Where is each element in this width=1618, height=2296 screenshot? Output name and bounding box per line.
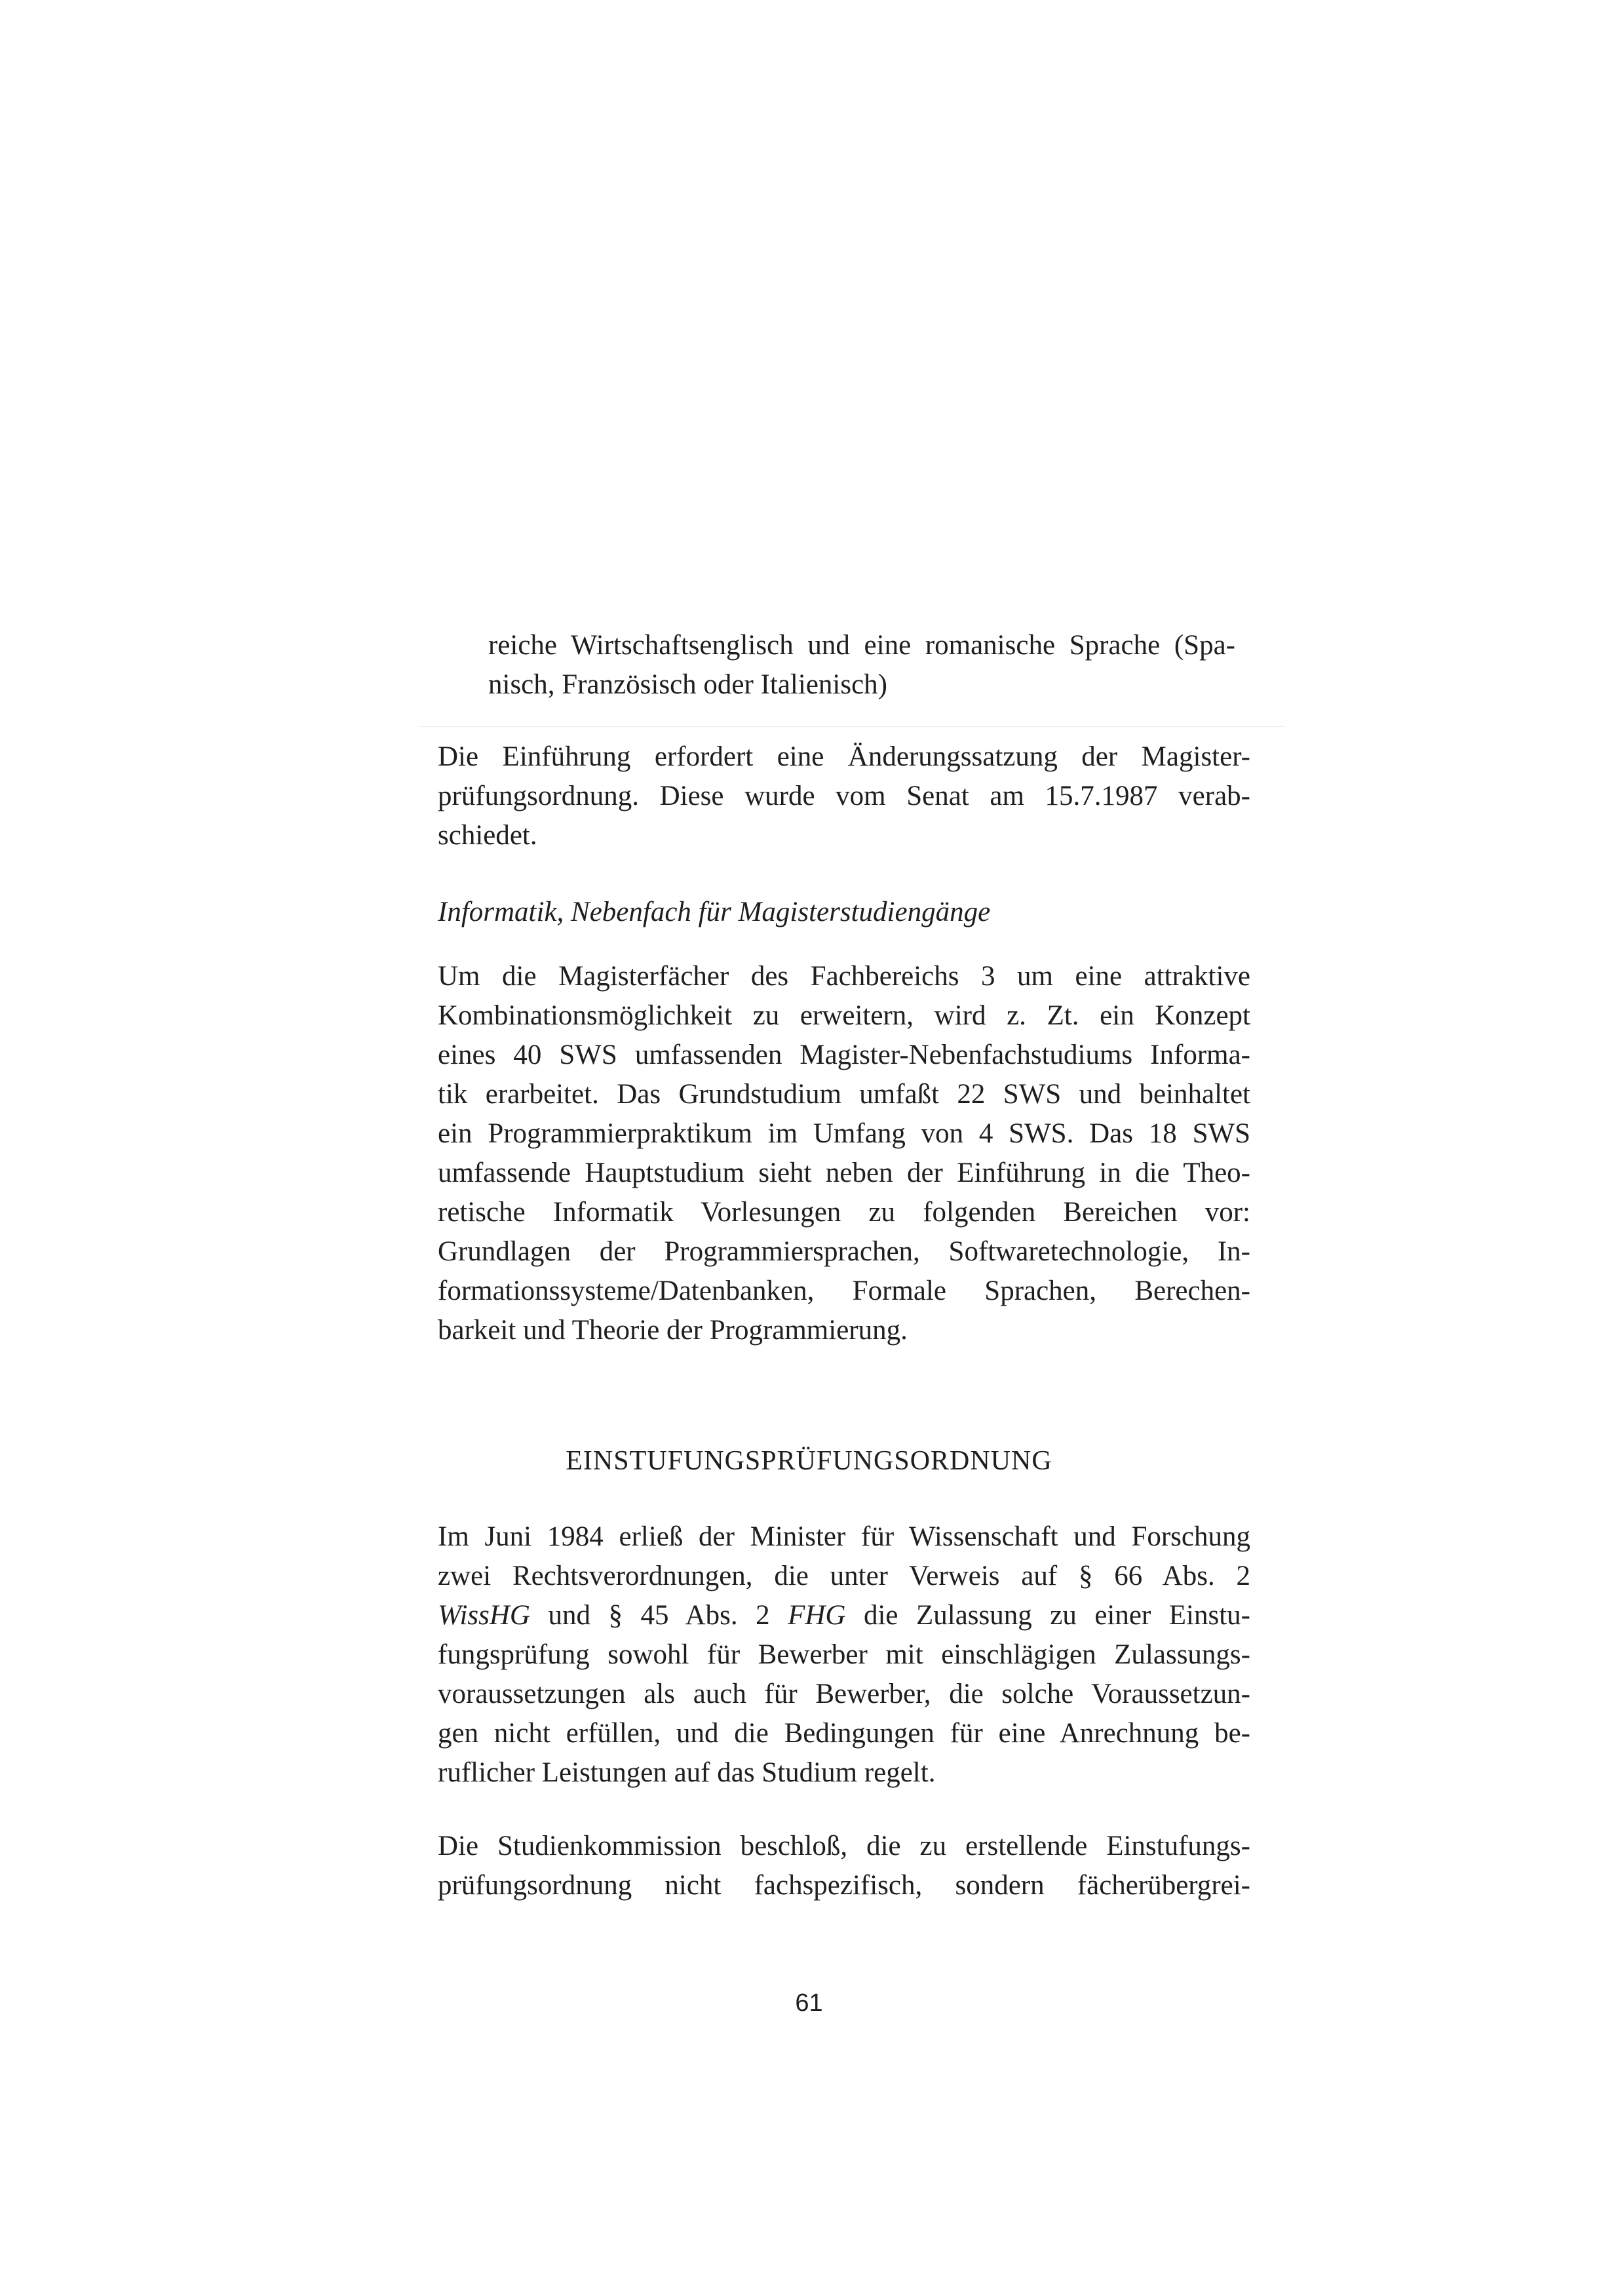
law-abbreviation-wisshg: WissHG [438, 1600, 530, 1631]
text-line [438, 1596, 1250, 1635]
text-line: Die Einführung erfordert eine Änderungssatzung der Magister- [438, 741, 1250, 772]
informatik-subheading: Informatik, Nebenfach für Magisterstudiengänge [438, 897, 991, 927]
text-line: Um die Magisterfächer des Fachbereichs 3 um eine attraktive [438, 961, 1250, 992]
informatik-paragraph [438, 957, 1250, 1350]
text-line: retische Informatik Vorlesungen zu folgenden Bereichen vor: [438, 1197, 1250, 1228]
einstufung-paragraph [438, 1517, 1250, 1793]
amendment-paragraph [438, 737, 1250, 855]
text-line: tik erarbeitet. Das Grundstudium umfaßt 22 SWS und beinhaltet [438, 1079, 1250, 1110]
text-line: Kombinationsmöglichkeit zu erweitern, wird z. Zt. ein Konzept [438, 1000, 1250, 1031]
text-line: voraussetzungen als auch für Bewerber, die solche Voraussetzun- [438, 1679, 1250, 1709]
text-line: reiche Wirtschaftsenglisch und eine romanische Sprache (Spa- [488, 630, 1235, 661]
text-line: schiedet. [438, 820, 537, 851]
text-line: Grundlagen der Programmiersprachen, Softwaretechnologie, In- [438, 1236, 1250, 1267]
page-number: 61 [795, 1989, 823, 2017]
law-abbreviation-fhg: FHG [788, 1600, 846, 1631]
text-line: prüfungsordnung nicht fachspezifisch, sondern fächerübergrei- [438, 1870, 1250, 1901]
text-fragment: die Zulassung zu einer Einstu- [845, 1600, 1250, 1631]
text-line: formationssysteme/Datenbanken, Formale Sprachen, Berechen- [438, 1275, 1250, 1306]
text-line: fungsprüfung sowohl für Bewerber mit einschlägigen Zulassungs- [438, 1639, 1250, 1670]
text-line: eines 40 SWS umfassenden Magister-Nebenfachstudiums Informa- [438, 1040, 1250, 1070]
text-line: umfassende Hauptstudium sieht neben der Einführung in die Theo- [438, 1158, 1250, 1188]
text-line: Die Studienkommission beschloß, die zu erstellende Einstufungs- [438, 1831, 1250, 1861]
continuation-paragraph [488, 626, 1235, 705]
text-line: Im Juni 1984 erließ der Minister für Wissenschaft und Forschung [438, 1521, 1250, 1552]
text-fragment: und § 45 Abs. 2 [530, 1600, 788, 1631]
text-line: barkeit und Theorie der Programmierung. [438, 1315, 908, 1346]
text-line: zwei Rechtsverordnungen, die unter Verweis auf § 66 Abs. 2 [438, 1561, 1250, 1591]
text-line: ein Programmierpraktikum im Umfang von 4 SWS. Das 18 SWS [438, 1118, 1250, 1149]
kommission-paragraph [438, 1827, 1250, 1905]
text-line: ruflicher Leistungen auf das Studium regelt. [438, 1757, 936, 1788]
text-line: prüfungsordnung. Diese wurde vom Senat am 15.7.1987 verab- [438, 781, 1250, 811]
text-line: nisch, Französisch oder Italienisch) [488, 669, 887, 700]
text-line: gen nicht erfüllen, und die Bedingungen für eine Anrechnung be- [438, 1718, 1250, 1749]
section-heading-einstufung: EINSTUFUNGSPRÜFUNGSORDNUNG [566, 1446, 1052, 1476]
faint-divider [419, 726, 1284, 727]
